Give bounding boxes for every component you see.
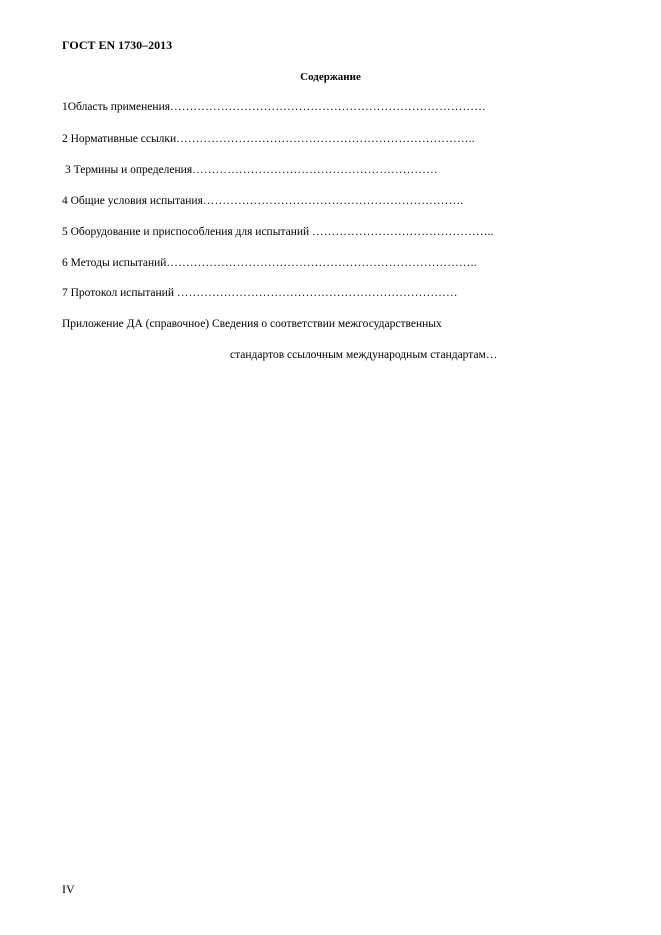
toc-entry-3: [65, 163, 438, 177]
toc-entry-leader: …………………………………………………………………..: [176, 133, 475, 145]
toc-entry-leader: ……………………………………………………………………..: [166, 257, 477, 269]
toc-annex-line-2: [230, 348, 498, 362]
document-header: [62, 38, 172, 53]
toc-entry-title: 3 Термины и определения: [65, 164, 193, 176]
toc-entry-leader: …: [485, 349, 498, 361]
toc-heading: [0, 71, 661, 83]
toc-entry-leader: ………………………………………………………….: [202, 195, 464, 207]
toc-entry-4: [62, 194, 463, 208]
toc-entry-5: [62, 225, 494, 239]
toc-annex-title: Приложение ДА (справочное) Сведения о соответствии межгосударственных: [62, 318, 442, 330]
toc-entry-6: [62, 256, 477, 270]
page-footer: [62, 882, 75, 897]
toc-entry-leader: ………………………………………..: [312, 226, 494, 238]
toc-entry-1: [62, 100, 486, 114]
toc-annex-line-1: [62, 317, 442, 331]
standard-designation: ГОСТ EN 1730–2013: [62, 38, 173, 52]
toc-entry-2: [62, 132, 475, 146]
toc-entry-leader: ………………………………………………………………………: [170, 101, 486, 113]
toc-entry-title: 1Область применения: [62, 101, 171, 113]
toc-entry-leader: ………………………………………………………………: [176, 287, 458, 299]
toc-entry-title: 2 Нормативные ссылки: [62, 133, 177, 145]
toc-entry-title: 6 Методы испытаний: [62, 257, 167, 269]
toc-annex-continuation: стандартов ссылочным международным стандартам: [230, 349, 486, 361]
toc-entry-title: 7 Протокол испытаний: [62, 287, 177, 299]
toc-entry-title: 5 Оборудование и приспособления для испытаний: [62, 226, 313, 238]
toc-entry-title: 4 Общие условия испытания: [62, 195, 203, 207]
toc-entry-7: [62, 286, 458, 300]
toc-entry-leader: ………………………………………………………: [192, 164, 438, 176]
toc-heading-text: Содержание: [300, 71, 361, 83]
page-number: IV: [62, 882, 75, 896]
